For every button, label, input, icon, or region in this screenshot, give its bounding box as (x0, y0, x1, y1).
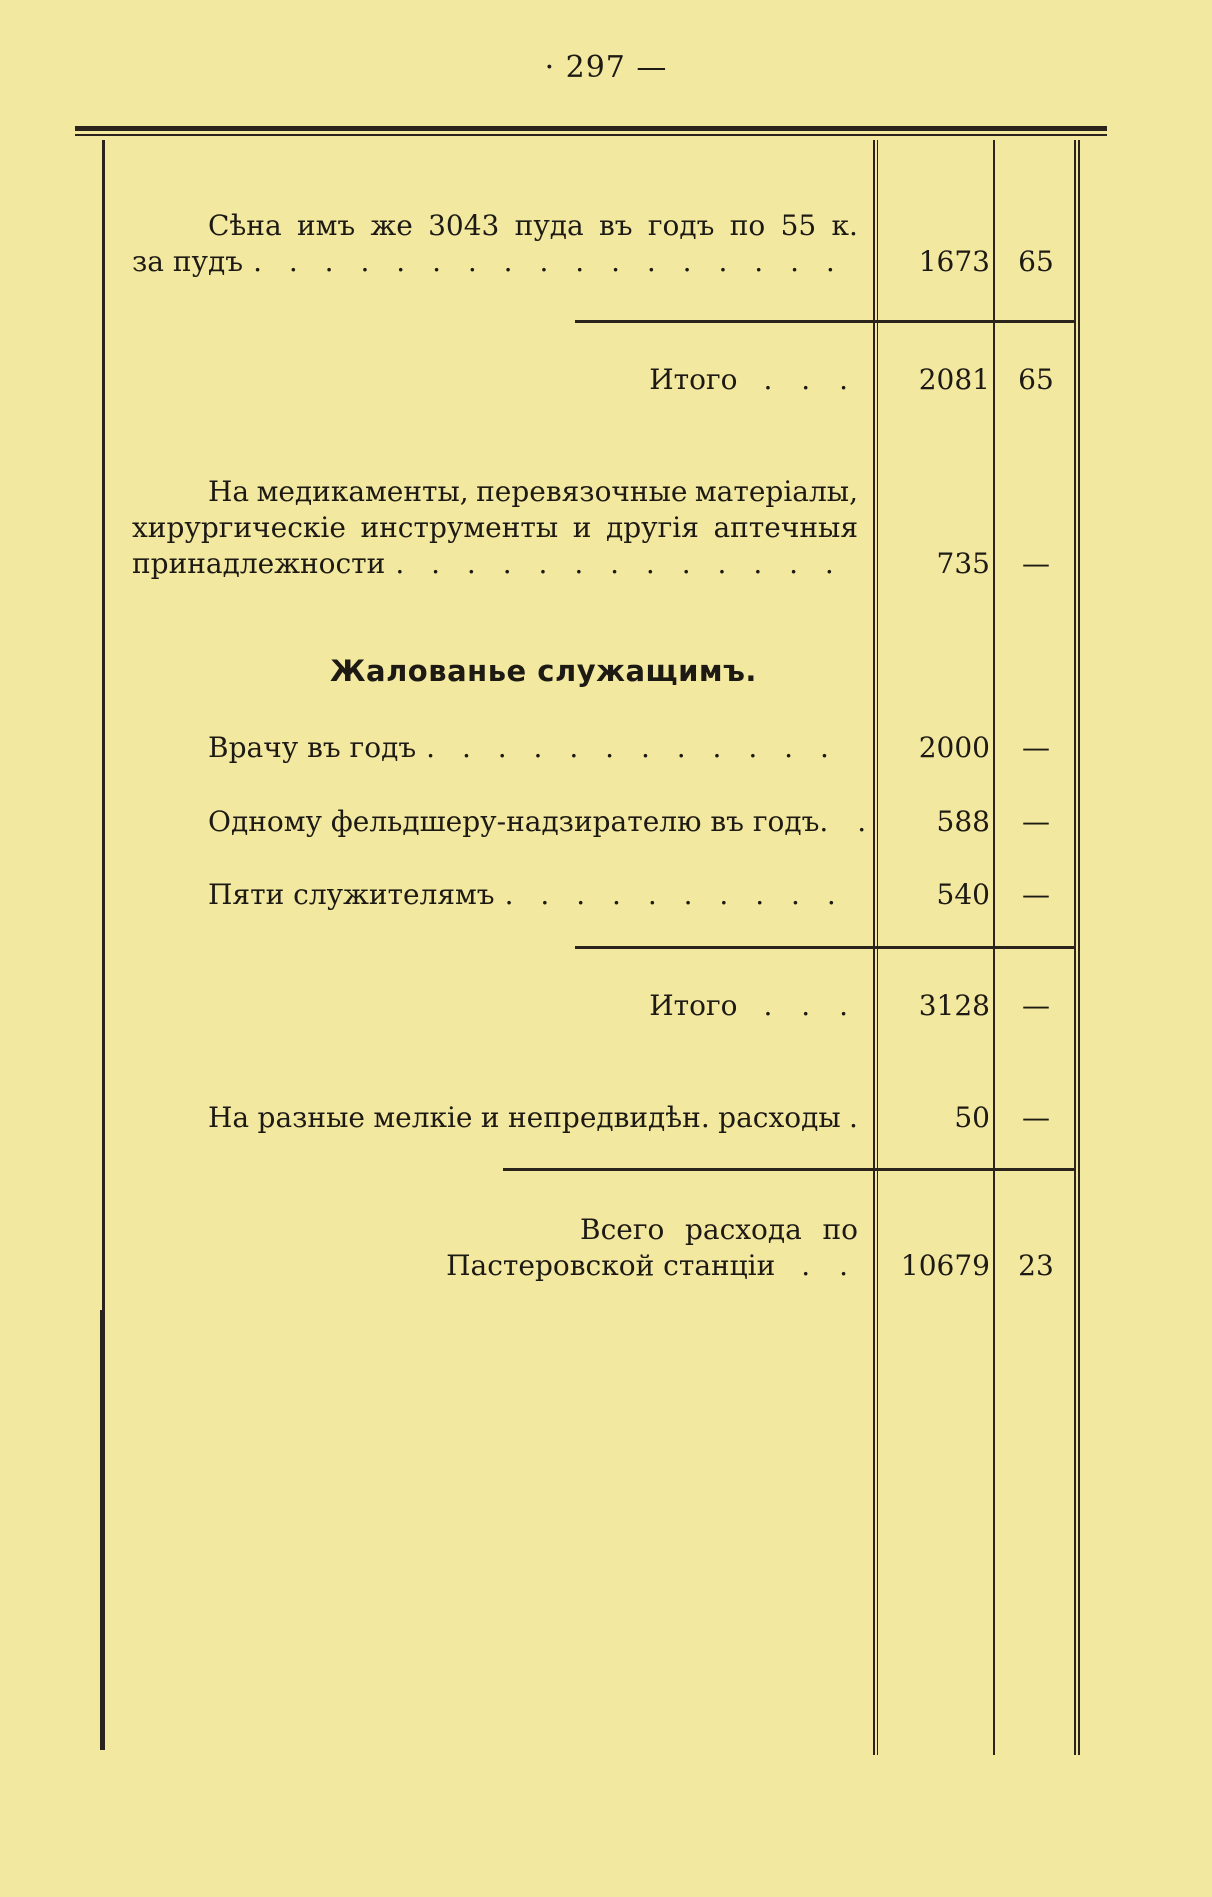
word: перевязочные (476, 475, 688, 508)
row-total-2 (0, 988, 1212, 1028)
word: принадлежности (132, 547, 386, 580)
word: пуда (514, 209, 584, 242)
word: и (480, 1101, 500, 1134)
word: 55 (780, 209, 817, 242)
word: и (572, 511, 592, 544)
amount-rubles: 588 (936, 805, 990, 838)
amount-rubles: 540 (936, 878, 990, 911)
word: Одному фельдшеру-надзирателю въ годъ (208, 805, 820, 838)
amount-rubles: 2000 (918, 731, 990, 764)
row-medicaments (0, 474, 1212, 584)
word: . (849, 1101, 858, 1134)
amount-kopecks: 65 (1018, 245, 1054, 278)
row-attendants (0, 877, 1212, 917)
row-total-2-description (132, 988, 858, 1024)
row-total-1-description (132, 362, 858, 398)
word: за пудъ (132, 245, 244, 278)
row-medicaments-line3 (132, 546, 858, 582)
amount-rubles: 50 (954, 1101, 990, 1134)
subtotal-rule-2 (575, 946, 1075, 949)
amount-rubles: 1673 (918, 245, 990, 278)
amount-kopecks: — (1022, 989, 1050, 1022)
row-doctor-description (132, 730, 858, 766)
row-misc (0, 1100, 1212, 1140)
dot-leader (395, 546, 858, 582)
subtotal-rule-1 (575, 320, 1075, 323)
amount-kopecks: — (1022, 805, 1050, 838)
section-heading-salaries: Жалованье служащимъ. (330, 654, 757, 688)
row-feldsher-description (132, 804, 877, 840)
total-rule (503, 1168, 1075, 1171)
word: мелкіе (373, 1101, 473, 1134)
word: Врачу въ годъ (208, 731, 417, 764)
row-attendants-description (132, 877, 858, 913)
amount-rubles: 735 (936, 547, 990, 580)
row-misc-line (132, 1100, 858, 1136)
dot-leader: . . (819, 805, 877, 838)
word: к. (831, 209, 858, 242)
word: годъ (647, 209, 715, 242)
word: медикаменты, (256, 475, 469, 508)
total-label: Итого (649, 363, 738, 396)
row-grand-total (0, 1212, 1212, 1292)
dot-leader: . . . (763, 989, 858, 1022)
word: имъ (296, 209, 356, 242)
row-hay-line1 (132, 208, 858, 244)
word: непредвидѣн. (508, 1101, 710, 1134)
page-number: · 297 — (544, 50, 668, 85)
row-doctor-line (132, 730, 858, 766)
word: по (729, 209, 766, 242)
word: инструменты (360, 511, 559, 544)
word: по (822, 1213, 858, 1246)
dot-leader (505, 877, 858, 913)
top-rule-thin (75, 134, 1107, 136)
row-medicaments-line2 (132, 510, 858, 546)
row-total-1 (0, 362, 1212, 402)
word: На (208, 475, 250, 508)
total-label: Итого (649, 989, 738, 1022)
row-doctor (0, 730, 1212, 770)
word: расхода (684, 1213, 802, 1246)
row-grand-total-line1 (132, 1212, 858, 1248)
left-border-lower (100, 1310, 105, 1750)
amount-rubles: 3128 (918, 989, 990, 1022)
word: Всего (580, 1213, 665, 1246)
row-attendants-line (132, 877, 858, 913)
amount-kopecks: 23 (1018, 1249, 1054, 1282)
dot-leader (253, 244, 858, 280)
top-rule (75, 126, 1107, 131)
word: же (370, 209, 413, 242)
amount-kopecks: — (1022, 1101, 1050, 1134)
amount-rubles: 2081 (918, 363, 990, 396)
word: въ (599, 209, 633, 242)
amount-rubles: 10679 (900, 1249, 990, 1282)
amount-kopecks: — (1022, 731, 1050, 764)
word: Пастеровской станціи (446, 1249, 776, 1282)
word: другія (605, 511, 699, 544)
row-misc-description (132, 1100, 858, 1136)
word: Сѣна (208, 209, 282, 242)
amount-kopecks: 65 (1018, 363, 1054, 396)
word: хирургическіе (132, 511, 346, 544)
word: расходы (718, 1101, 841, 1134)
dot-leader (426, 730, 858, 766)
row-grand-total-line2 (132, 1248, 858, 1284)
amount-kopecks: — (1022, 547, 1050, 580)
dot-leader: . . (801, 1249, 858, 1282)
row-total-1-line (132, 362, 858, 398)
row-hay (0, 208, 1212, 288)
row-hay-description (132, 208, 858, 280)
row-total-2-line (132, 988, 858, 1024)
word: 3043 (428, 209, 500, 242)
row-hay-line2 (132, 244, 858, 280)
amount-kopecks: — (1022, 878, 1050, 911)
row-medicaments-line1 (132, 474, 858, 510)
word: аптечныя (713, 511, 858, 544)
word: разные (257, 1101, 365, 1134)
row-feldsher-line (132, 804, 877, 840)
row-feldsher (0, 804, 1212, 844)
row-medicaments-description (132, 474, 858, 582)
dot-leader: . . . (763, 363, 858, 396)
row-grand-total-description (132, 1212, 858, 1284)
word: матеріалы, (694, 475, 858, 508)
word: Пяти служителямъ (208, 878, 495, 911)
word: На (208, 1101, 250, 1134)
